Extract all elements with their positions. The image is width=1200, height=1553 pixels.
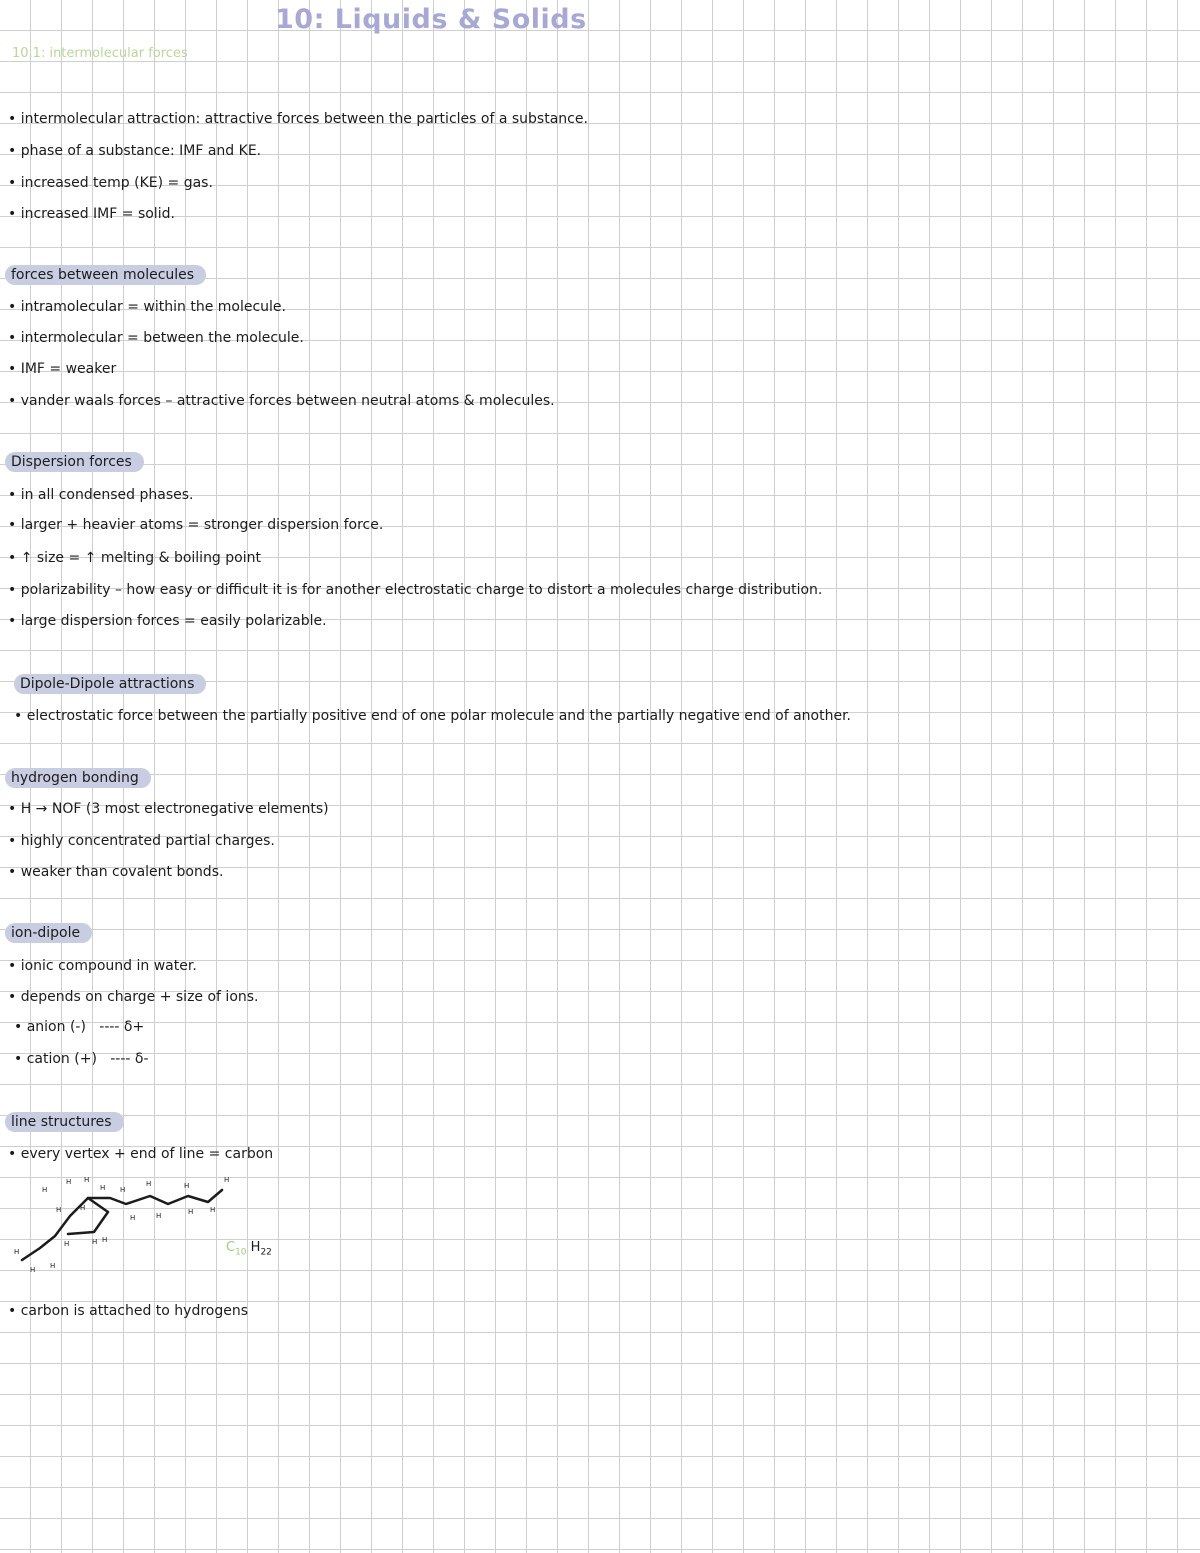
h-label: H bbox=[156, 1212, 162, 1220]
heading-dispersion-forces: Dispersion forces bbox=[5, 452, 144, 472]
dispersion-line-1: • in all condensed phases. bbox=[8, 487, 194, 503]
ion-line-1: • ionic compound in water. bbox=[8, 958, 197, 974]
h-label: H bbox=[30, 1266, 36, 1274]
dispersion-line-3: • ↑ size = ↑ melting & boiling point bbox=[8, 550, 261, 566]
h-label: H bbox=[64, 1240, 70, 1248]
h-label: H bbox=[56, 1206, 62, 1214]
section-subtitle: 10.1: intermolecular forces bbox=[12, 46, 188, 61]
h-label: H bbox=[188, 1208, 194, 1216]
intro-line-1: • intermolecular attraction: attractive forces between the particles of a substance. bbox=[8, 111, 588, 127]
ion-line-2: • depends on charge + size of ions. bbox=[8, 989, 259, 1005]
forces-line-2: • intermolecular = between the molecule. bbox=[8, 330, 304, 346]
h-label: H bbox=[66, 1178, 72, 1186]
forces-line-4: • vander waals forces – attractive forces between neutral atoms & molecules. bbox=[8, 393, 555, 409]
intro-line-3: • increased temp (KE) = gas. bbox=[8, 175, 213, 191]
line-structures-footer: • carbon is attached to hydrogens bbox=[8, 1303, 249, 1319]
ion-line-4: • cation (+) ---- δ- bbox=[14, 1051, 149, 1067]
molecular-formula bbox=[226, 1240, 272, 1258]
h-label: H bbox=[102, 1236, 108, 1244]
line-structure-diagram bbox=[10, 1168, 240, 1276]
line-structures-line-1: • every vertex + end of line = carbon bbox=[8, 1146, 274, 1162]
dispersion-line-4: • polarizability – how easy or difficult it is for another electrostatic charge to distort a molecules charge distribution. bbox=[8, 582, 823, 598]
intro-line-2: • phase of a substance: IMF and KE. bbox=[8, 143, 262, 159]
heading-hydrogen-bonding: hydrogen bonding bbox=[5, 768, 151, 788]
h-label: H bbox=[92, 1238, 98, 1246]
heading-forces-between-molecules: forces between molecules bbox=[5, 265, 206, 285]
h-label: H bbox=[50, 1262, 56, 1270]
forces-line-3: • IMF = weaker bbox=[8, 361, 117, 377]
ring-and-tail-bonds bbox=[22, 1198, 108, 1260]
formula-carbon: C bbox=[226, 1240, 236, 1255]
formula-carbon-count: 10 bbox=[235, 1247, 247, 1258]
molecule-skeleton bbox=[22, 1190, 222, 1260]
alkyl-chain-bonds bbox=[88, 1190, 222, 1204]
h-label: H bbox=[84, 1176, 90, 1184]
h-label: H bbox=[210, 1206, 216, 1214]
hbond-line-1: • H → NOF (3 most electronegative elements) bbox=[8, 801, 329, 817]
heading-line-structures: line structures bbox=[5, 1112, 124, 1132]
formula-hydrogen-count: 22 bbox=[260, 1247, 272, 1258]
h-label: H bbox=[80, 1204, 86, 1212]
dipole-line-1: • electrostatic force between the partially positive end of one polar molecule and the partially negative end of another. bbox=[14, 708, 851, 724]
formula-hydrogen: H bbox=[250, 1240, 261, 1255]
h-label: H bbox=[184, 1182, 190, 1190]
heading-ion-dipole: ion-dipole bbox=[5, 923, 92, 943]
dispersion-line-2: • larger + heavier atoms = stronger dispersion force. bbox=[8, 517, 384, 533]
page-title: 10: Liquids & Solids bbox=[275, 4, 587, 35]
hydrogen-labels bbox=[14, 1176, 229, 1274]
intro-line-4: • increased IMF = solid. bbox=[8, 206, 175, 222]
ion-line-3: • anion (-) ---- δ+ bbox=[14, 1019, 145, 1035]
h-label: H bbox=[120, 1186, 126, 1194]
h-label: H bbox=[100, 1184, 106, 1192]
h-label: H bbox=[42, 1186, 48, 1194]
forces-line-1: • intramolecular = within the molecule. bbox=[8, 299, 286, 315]
heading-dipole-dipole: Dipole-Dipole attractions bbox=[14, 674, 206, 694]
h-label: H bbox=[130, 1214, 136, 1222]
dispersion-line-5: • large dispersion forces = easily polarizable. bbox=[8, 613, 327, 629]
h-label: H bbox=[146, 1180, 152, 1188]
hbond-line-2: • highly concentrated partial charges. bbox=[8, 833, 275, 849]
h-label: H bbox=[224, 1176, 230, 1184]
hbond-line-3: • weaker than covalent bonds. bbox=[8, 864, 224, 880]
h-label: H bbox=[14, 1248, 20, 1256]
